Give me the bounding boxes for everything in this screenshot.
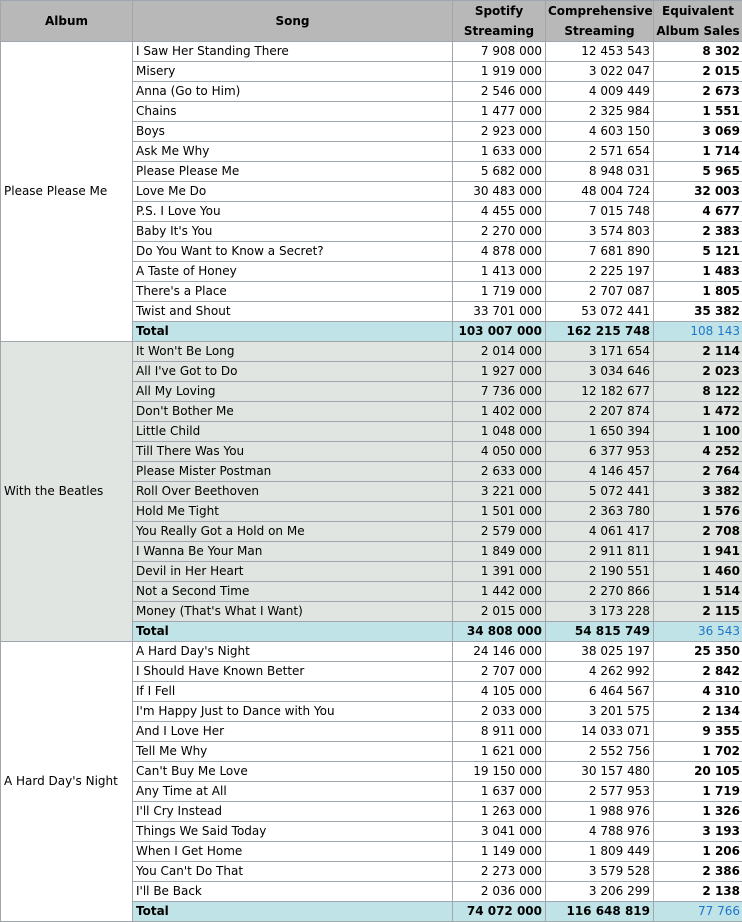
- song-cell[interactable]: If I Fell: [133, 682, 453, 702]
- song-cell[interactable]: Roll Over Beethoven: [133, 482, 453, 502]
- song-cell[interactable]: All My Loving: [133, 382, 453, 402]
- comprehensive-streaming-cell[interactable]: 3 206 299: [546, 882, 654, 902]
- equivalent-album-sales-cell[interactable]: 2 023: [654, 362, 742, 382]
- equivalent-album-sales-cell[interactable]: 1 576: [654, 502, 742, 522]
- spotify-streaming-cell[interactable]: 30 483 000: [453, 182, 546, 202]
- spotify-streaming-cell[interactable]: 1 719 000: [453, 282, 546, 302]
- equivalent-album-sales-cell[interactable]: 2 115: [654, 602, 742, 622]
- equivalent-album-sales-cell[interactable]: 2 708: [654, 522, 742, 542]
- song-cell[interactable]: Tell Me Why: [133, 742, 453, 762]
- spotify-streaming-cell[interactable]: 1 048 000: [453, 422, 546, 442]
- song-cell[interactable]: Love Me Do: [133, 182, 453, 202]
- song-cell[interactable]: Things We Said Today: [133, 822, 453, 842]
- spotify-streaming-cell[interactable]: 2 015 000: [453, 602, 546, 622]
- comprehensive-streaming-cell[interactable]: 2 325 984: [546, 102, 654, 122]
- equivalent-album-sales-cell[interactable]: 4 252: [654, 442, 742, 462]
- song-cell[interactable]: You Can't Do That: [133, 862, 453, 882]
- spotify-streaming-cell[interactable]: 3 041 000: [453, 822, 546, 842]
- header-eq-line1: Equivalent: [662, 4, 734, 18]
- comprehensive-streaming-cell[interactable]: 30 157 480: [546, 762, 654, 782]
- header-equivalent-album-sales[interactable]: [654, 1, 742, 42]
- comprehensive-streaming-cell[interactable]: 4 788 976: [546, 822, 654, 842]
- spotify-streaming-cell[interactable]: 4 455 000: [453, 202, 546, 222]
- spotify-streaming-cell[interactable]: 2 036 000: [453, 882, 546, 902]
- spotify-streaming-cell[interactable]: 2 033 000: [453, 702, 546, 722]
- spotify-streaming-cell[interactable]: 1 621 000: [453, 742, 546, 762]
- equivalent-album-sales-cell[interactable]: 1 514: [654, 582, 742, 602]
- table-row: [1, 342, 742, 362]
- song-cell[interactable]: Any Time at All: [133, 782, 453, 802]
- comprehensive-streaming-cell[interactable]: 5 072 441: [546, 482, 654, 502]
- equivalent-album-sales-cell[interactable]: 1 714: [654, 142, 742, 162]
- total-comprehensive-streaming[interactable]: 162 215 748: [546, 322, 654, 342]
- comprehensive-streaming-cell[interactable]: 2 190 551: [546, 562, 654, 582]
- total-equivalent-album-sales[interactable]: 36 543: [654, 622, 742, 642]
- spotify-streaming-cell[interactable]: 1 402 000: [453, 402, 546, 422]
- header-spotify-line2: Streaming: [464, 24, 534, 38]
- equivalent-album-sales-cell[interactable]: 4 677: [654, 202, 742, 222]
- song-cell[interactable]: Do You Want to Know a Secret?: [133, 242, 453, 262]
- header-song[interactable]: Song: [133, 1, 453, 42]
- total-spotify-streaming[interactable]: 74 072 000: [453, 902, 546, 922]
- equivalent-album-sales-cell[interactable]: 2 114: [654, 342, 742, 362]
- spotify-streaming-cell[interactable]: 2 579 000: [453, 522, 546, 542]
- equivalent-album-sales-cell[interactable]: 2 673: [654, 82, 742, 102]
- song-cell[interactable]: Devil in Her Heart: [133, 562, 453, 582]
- song-cell[interactable]: I'm Happy Just to Dance with You: [133, 702, 453, 722]
- song-cell[interactable]: And I Love Her: [133, 722, 453, 742]
- comprehensive-streaming-cell[interactable]: 1 809 449: [546, 842, 654, 862]
- equivalent-album-sales-cell[interactable]: 20 105: [654, 762, 742, 782]
- comprehensive-streaming-cell[interactable]: 2 270 866: [546, 582, 654, 602]
- equivalent-album-sales-cell[interactable]: 3 069: [654, 122, 742, 142]
- header-comp-line2: Streaming: [564, 24, 634, 38]
- song-cell[interactable]: Please Please Me: [133, 162, 453, 182]
- equivalent-album-sales-cell[interactable]: 1 941: [654, 542, 742, 562]
- equivalent-album-sales-cell[interactable]: 1 206: [654, 842, 742, 862]
- comprehensive-streaming-cell[interactable]: 14 033 071: [546, 722, 654, 742]
- spotify-streaming-cell[interactable]: 5 682 000: [453, 162, 546, 182]
- equivalent-album-sales-cell[interactable]: 1 460: [654, 562, 742, 582]
- spotify-streaming-cell[interactable]: 8 911 000: [453, 722, 546, 742]
- album-cell[interactable]: Please Please Me: [1, 42, 133, 342]
- equivalent-album-sales-cell[interactable]: 1 472: [654, 402, 742, 422]
- song-cell[interactable]: Misery: [133, 62, 453, 82]
- equivalent-album-sales-cell[interactable]: 2 764: [654, 462, 742, 482]
- header-row: [1, 1, 742, 42]
- equivalent-album-sales-cell[interactable]: 2 842: [654, 662, 742, 682]
- equivalent-album-sales-cell[interactable]: 1 719: [654, 782, 742, 802]
- comprehensive-streaming-cell[interactable]: 4 262 992: [546, 662, 654, 682]
- comprehensive-streaming-cell[interactable]: 2 571 654: [546, 142, 654, 162]
- comprehensive-streaming-cell[interactable]: 4 146 457: [546, 462, 654, 482]
- total-spotify-streaming[interactable]: 34 808 000: [453, 622, 546, 642]
- comprehensive-streaming-cell[interactable]: 6 377 953: [546, 442, 654, 462]
- song-cell[interactable]: A Taste of Honey: [133, 262, 453, 282]
- total-equivalent-album-sales[interactable]: 108 143: [654, 322, 742, 342]
- header-comprehensive-streaming[interactable]: [546, 1, 654, 42]
- song-cell[interactable]: Till There Was You: [133, 442, 453, 462]
- equivalent-album-sales-cell[interactable]: 3 382: [654, 482, 742, 502]
- spotify-streaming-cell[interactable]: 1 149 000: [453, 842, 546, 862]
- album-group-a-hard-days-night: [1, 642, 742, 922]
- song-cell[interactable]: I Saw Her Standing There: [133, 42, 453, 62]
- comprehensive-streaming-cell[interactable]: 4 061 417: [546, 522, 654, 542]
- spotify-streaming-cell[interactable]: 2 270 000: [453, 222, 546, 242]
- comprehensive-streaming-cell[interactable]: 1 988 976: [546, 802, 654, 822]
- spotify-streaming-cell[interactable]: 2 707 000: [453, 662, 546, 682]
- song-cell[interactable]: Don't Bother Me: [133, 402, 453, 422]
- comprehensive-streaming-cell[interactable]: 2 363 780: [546, 502, 654, 522]
- total-equivalent-album-sales[interactable]: 77 766: [654, 902, 742, 922]
- song-cell[interactable]: Not a Second Time: [133, 582, 453, 602]
- table-row: [1, 42, 742, 62]
- spotify-streaming-cell[interactable]: 3 221 000: [453, 482, 546, 502]
- table-header: [1, 1, 742, 42]
- comprehensive-streaming-cell[interactable]: 2 552 756: [546, 742, 654, 762]
- equivalent-album-sales-cell[interactable]: 8 122: [654, 382, 742, 402]
- comprehensive-streaming-cell[interactable]: 3 034 646: [546, 362, 654, 382]
- equivalent-album-sales-cell[interactable]: 1 551: [654, 102, 742, 122]
- comprehensive-streaming-cell[interactable]: 2 707 087: [546, 282, 654, 302]
- equivalent-album-sales-cell[interactable]: 25 350: [654, 642, 742, 662]
- spotify-streaming-cell[interactable]: 4 878 000: [453, 242, 546, 262]
- equivalent-album-sales-cell[interactable]: 2 134: [654, 702, 742, 722]
- spotify-streaming-cell[interactable]: 2 633 000: [453, 462, 546, 482]
- comprehensive-streaming-cell[interactable]: 3 574 803: [546, 222, 654, 242]
- spotify-streaming-cell[interactable]: 4 050 000: [453, 442, 546, 462]
- song-cell[interactable]: Chains: [133, 102, 453, 122]
- equivalent-album-sales-cell[interactable]: 1 100: [654, 422, 742, 442]
- spotify-streaming-cell[interactable]: 1 477 000: [453, 102, 546, 122]
- song-cell[interactable]: I Wanna Be Your Man: [133, 542, 453, 562]
- song-cell[interactable]: Hold Me Tight: [133, 502, 453, 522]
- song-cell[interactable]: It Won't Be Long: [133, 342, 453, 362]
- album-cell[interactable]: With the Beatles: [1, 342, 133, 642]
- spotify-streaming-cell[interactable]: 1 501 000: [453, 502, 546, 522]
- equivalent-album-sales-cell[interactable]: 8 302: [654, 42, 742, 62]
- comprehensive-streaming-cell[interactable]: 7 015 748: [546, 202, 654, 222]
- equivalent-album-sales-cell[interactable]: 2 386: [654, 862, 742, 882]
- song-cell[interactable]: Anna (Go to Him): [133, 82, 453, 102]
- equivalent-album-sales-cell[interactable]: 4 310: [654, 682, 742, 702]
- spotify-streaming-cell[interactable]: 2 273 000: [453, 862, 546, 882]
- spotify-streaming-cell[interactable]: 2 546 000: [453, 82, 546, 102]
- spotify-streaming-cell[interactable]: 2 014 000: [453, 342, 546, 362]
- song-cell[interactable]: Ask Me Why: [133, 142, 453, 162]
- equivalent-album-sales-cell[interactable]: 2 138: [654, 882, 742, 902]
- spotify-streaming-cell[interactable]: 1 637 000: [453, 782, 546, 802]
- comprehensive-streaming-cell[interactable]: 38 025 197: [546, 642, 654, 662]
- header-spotify-streaming[interactable]: [453, 1, 546, 42]
- song-cell[interactable]: I'll Cry Instead: [133, 802, 453, 822]
- comprehensive-streaming-cell[interactable]: 1 650 394: [546, 422, 654, 442]
- comprehensive-streaming-cell[interactable]: 48 004 724: [546, 182, 654, 202]
- comprehensive-streaming-cell[interactable]: 3 022 047: [546, 62, 654, 82]
- comprehensive-streaming-cell[interactable]: 2 577 953: [546, 782, 654, 802]
- comprehensive-streaming-cell[interactable]: 7 681 890: [546, 242, 654, 262]
- spotify-streaming-cell[interactable]: 1 442 000: [453, 582, 546, 602]
- song-cell[interactable]: Please Mister Postman: [133, 462, 453, 482]
- equivalent-album-sales-cell[interactable]: 1 326: [654, 802, 742, 822]
- spotify-streaming-cell[interactable]: 1 849 000: [453, 542, 546, 562]
- equivalent-album-sales-cell[interactable]: 35 382: [654, 302, 742, 322]
- spotify-streaming-cell[interactable]: 7 908 000: [453, 42, 546, 62]
- comprehensive-streaming-cell[interactable]: 6 464 567: [546, 682, 654, 702]
- song-cell[interactable]: I'll Be Back: [133, 882, 453, 902]
- equivalent-album-sales-cell[interactable]: 2 383: [654, 222, 742, 242]
- song-cell[interactable]: There's a Place: [133, 282, 453, 302]
- song-cell[interactable]: All I've Got to Do: [133, 362, 453, 382]
- comprehensive-streaming-cell[interactable]: 3 201 575: [546, 702, 654, 722]
- equivalent-album-sales-cell[interactable]: 5 965: [654, 162, 742, 182]
- comprehensive-streaming-cell[interactable]: 3 579 528: [546, 862, 654, 882]
- comprehensive-streaming-cell[interactable]: 4 009 449: [546, 82, 654, 102]
- spotify-streaming-cell[interactable]: 1 927 000: [453, 362, 546, 382]
- spotify-streaming-cell[interactable]: 2 923 000: [453, 122, 546, 142]
- total-comprehensive-streaming[interactable]: 116 648 819: [546, 902, 654, 922]
- spotify-streaming-cell[interactable]: 19 150 000: [453, 762, 546, 782]
- song-cell[interactable]: Twist and Shout: [133, 302, 453, 322]
- total-spotify-streaming[interactable]: 103 007 000: [453, 322, 546, 342]
- song-cell[interactable]: Little Child: [133, 422, 453, 442]
- song-cell[interactable]: I Should Have Known Better: [133, 662, 453, 682]
- song-cell[interactable]: Boys: [133, 122, 453, 142]
- equivalent-album-sales-cell[interactable]: 1 702: [654, 742, 742, 762]
- equivalent-album-sales-cell[interactable]: 9 355: [654, 722, 742, 742]
- song-cell[interactable]: You Really Got a Hold on Me: [133, 522, 453, 542]
- spotify-streaming-cell[interactable]: 1 391 000: [453, 562, 546, 582]
- comprehensive-streaming-cell[interactable]: 8 948 031: [546, 162, 654, 182]
- comprehensive-streaming-cell[interactable]: 12 453 543: [546, 42, 654, 62]
- equivalent-album-sales-cell[interactable]: 1 805: [654, 282, 742, 302]
- comprehensive-streaming-cell[interactable]: 3 171 654: [546, 342, 654, 362]
- table-row: [1, 642, 742, 662]
- comprehensive-streaming-cell[interactable]: 53 072 441: [546, 302, 654, 322]
- comprehensive-streaming-cell[interactable]: 4 603 150: [546, 122, 654, 142]
- equivalent-album-sales-cell[interactable]: 1 483: [654, 262, 742, 282]
- song-cell[interactable]: Can't Buy Me Love: [133, 762, 453, 782]
- total-label[interactable]: Total: [133, 902, 453, 922]
- header-album[interactable]: Album: [1, 1, 133, 42]
- equivalent-album-sales-cell[interactable]: 3 193: [654, 822, 742, 842]
- spotify-streaming-cell[interactable]: 33 701 000: [453, 302, 546, 322]
- comprehensive-streaming-cell[interactable]: 3 173 228: [546, 602, 654, 622]
- album-cell[interactable]: A Hard Day's Night: [1, 642, 133, 922]
- comprehensive-streaming-cell[interactable]: 2 207 874: [546, 402, 654, 422]
- spotify-streaming-cell[interactable]: 1 919 000: [453, 62, 546, 82]
- header-eq-line2: Album Sales: [656, 24, 739, 38]
- header-comp-line1: Comprehensive: [548, 4, 653, 18]
- total-label[interactable]: Total: [133, 622, 453, 642]
- spotify-streaming-cell[interactable]: 4 105 000: [453, 682, 546, 702]
- song-cell[interactable]: Money (That's What I Want): [133, 602, 453, 622]
- total-comprehensive-streaming[interactable]: 54 815 749: [546, 622, 654, 642]
- spotify-streaming-cell[interactable]: 1 413 000: [453, 262, 546, 282]
- spotify-streaming-cell[interactable]: 24 146 000: [453, 642, 546, 662]
- song-cell[interactable]: When I Get Home: [133, 842, 453, 862]
- song-cell[interactable]: Baby It's You: [133, 222, 453, 242]
- album-group-with-the-beatles: [1, 342, 742, 642]
- equivalent-album-sales-cell[interactable]: 32 003: [654, 182, 742, 202]
- spotify-streaming-cell[interactable]: 1 633 000: [453, 142, 546, 162]
- song-cell[interactable]: A Hard Day's Night: [133, 642, 453, 662]
- spotify-streaming-cell[interactable]: 1 263 000: [453, 802, 546, 822]
- album-group-please-please-me: [1, 42, 742, 342]
- header-spotify-line1: Spotify: [475, 4, 523, 18]
- total-label[interactable]: Total: [133, 322, 453, 342]
- comprehensive-streaming-cell[interactable]: 2 911 811: [546, 542, 654, 562]
- song-cell[interactable]: P.S. I Love You: [133, 202, 453, 222]
- comprehensive-streaming-cell[interactable]: 2 225 197: [546, 262, 654, 282]
- comprehensive-streaming-cell[interactable]: 12 182 677: [546, 382, 654, 402]
- equivalent-album-sales-cell[interactable]: 2 015: [654, 62, 742, 82]
- spotify-streaming-cell[interactable]: 7 736 000: [453, 382, 546, 402]
- equivalent-album-sales-cell[interactable]: 5 121: [654, 242, 742, 262]
